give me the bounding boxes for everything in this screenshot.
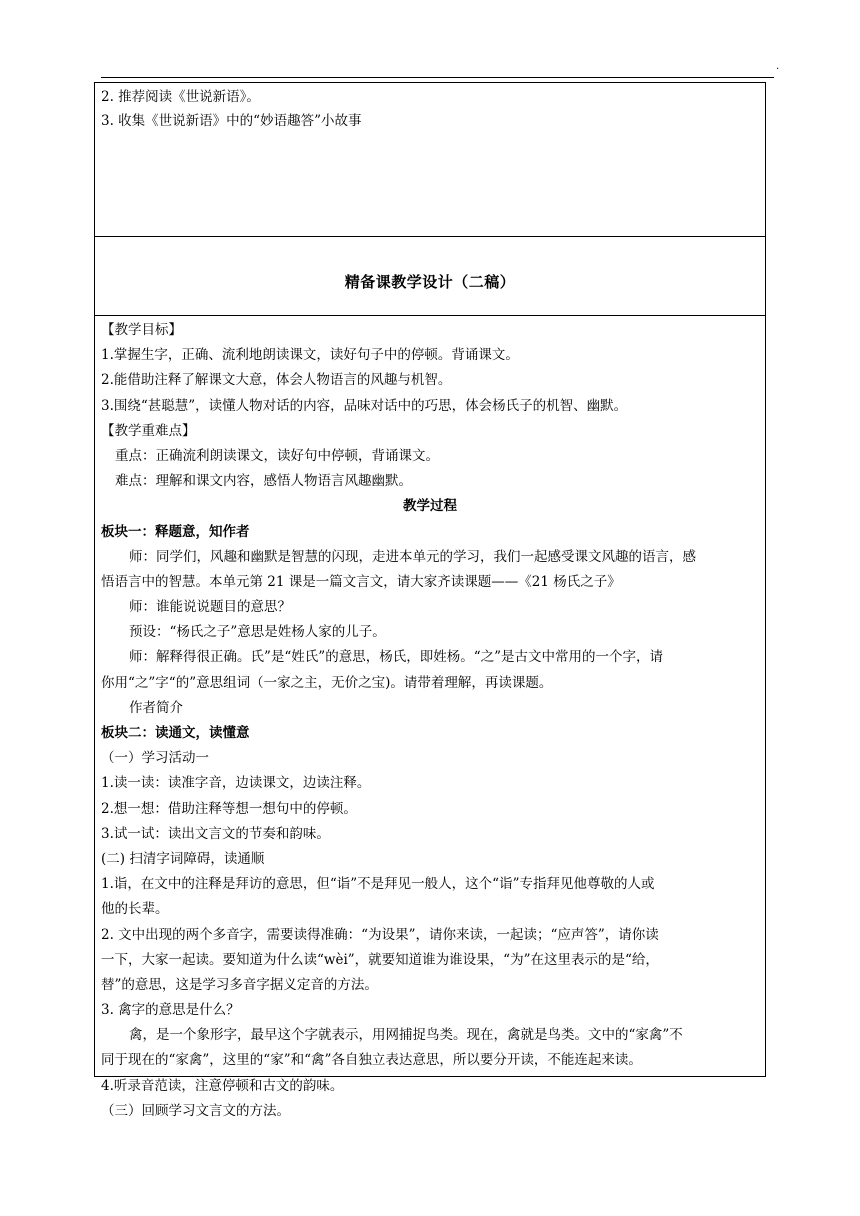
- homework-line: 3. 收集《世说新语》中的“妙语趣答”小故事: [101, 113, 362, 129]
- activity-item: 3. 禽字的意思是什么？: [101, 1002, 240, 1019]
- activity-heading: (二) 扫清字词障碍，读通顺: [101, 850, 265, 867]
- goal-item: 3.围绕“甚聪慧”，读懂人物对话的内容，品味对话中的巧思，体会杨氏子的机智、幽默。: [101, 397, 628, 414]
- process-heading: 教学过程: [403, 498, 457, 515]
- corner-mark: .: [776, 61, 780, 72]
- goal-item: 2.能借助注释了解课文大意，体会人物语言的风趣与机智。: [101, 372, 452, 389]
- paragraph-line: 你用“之”字“的”意思组词（一家之主，无价之宝)。请带着理解，再读课题。: [101, 674, 553, 691]
- activity-item: 一下，大家一起读。要知道为什么读“wèi”，就要知道谁为谁设果，“为”在这里表示的是“给，: [101, 951, 659, 968]
- section-heading: 板块二：读通文，读懂意: [101, 725, 250, 741]
- lesson-plan-table: [94, 82, 766, 1119]
- key-point-item: 重点：正确流利朗读课文，读好句中停顿，背诵课文。: [115, 447, 439, 464]
- activity-item: 2.想一想：借助注释等想一想句中的停顿。: [101, 800, 357, 817]
- paragraph-line: 师：同学们，风趣和幽默是智慧的闪现，走进本单元的学习，我们一起感受课文风趣的语言，感: [129, 548, 696, 565]
- key-point-item: 难点：理解和课文内容，感悟人物语言风趣幽默。: [115, 473, 412, 490]
- homework-cell: [95, 83, 765, 237]
- paragraph-line: 悟语言中的智慧。本单元第 21 课是一篇文言文，请大家齐读课题——《21 杨氏之子》: [101, 573, 621, 590]
- activity-item: 同于现在的“家禽”，这里的“家”和“禽”各自独立表达意思，所以要分开读，不能连起来读。: [101, 1052, 642, 1069]
- activity-item: 4.听录音范读，注意停顿和古文的韵味。: [101, 1077, 344, 1094]
- page-title: 精备课教学设计（二稿）: [344, 273, 516, 291]
- activity-item: 3.试一试：读出文言文的节奏和韵味。: [101, 825, 330, 842]
- header-rule: [101, 77, 774, 78]
- activity-item: 1.读一读：读准字音，边读课文，边读注释。: [101, 775, 371, 792]
- activity-item: 替”的意思，这是学习多音字据义定音的方法。: [101, 976, 378, 993]
- paragraph-line: 作者简介: [129, 699, 183, 716]
- section-heading: 板块一：释题意，知作者: [101, 523, 250, 540]
- goal-item: 1.掌握生字，正确、流利地朗读课文，读好句子中的停顿。背诵课文。: [101, 347, 519, 364]
- lesson-content-cell: [95, 316, 765, 1119]
- activity-item: 禽，是一个象形字，最早这个字就表示，用网捕捉鸟类。现在，禽就是鸟类。文中的“家禽”不: [129, 1027, 683, 1044]
- homework-line: 2. 推荐阅读《世说新语》。: [101, 89, 260, 105]
- key-points-heading: 【教学重难点】: [101, 422, 196, 439]
- activity-item: 1.诣，在文中的注释是拜访的意思，但“诣”不是拜见一般人，这个“诣”专指拜见他尊敬的人或: [101, 876, 655, 893]
- activity-heading: （一）学习活动一: [101, 750, 209, 767]
- title-cell: [95, 237, 765, 316]
- activity-item: 他的长辈。: [101, 901, 169, 918]
- activity-heading: （三）回顾学习文言文的方法。: [101, 1102, 290, 1119]
- paragraph-line: 师：谁能说说题目的意思？: [129, 599, 291, 616]
- goals-heading: 【教学目标】: [101, 322, 182, 338]
- activity-item: 2. 文中出现的两个多音字，需要读得准确：“为设果”，请你来读，一起读；“应声答”，请你读: [101, 926, 659, 943]
- paragraph-line: 师：解释得很正确。氏”是“姓氏”的意思，杨氏，即姓杨。“之”是古文中常用的一个字，请: [129, 649, 664, 666]
- paragraph-line: 预设：“杨氏之子”意思是姓杨人家的儿子。: [129, 624, 386, 641]
